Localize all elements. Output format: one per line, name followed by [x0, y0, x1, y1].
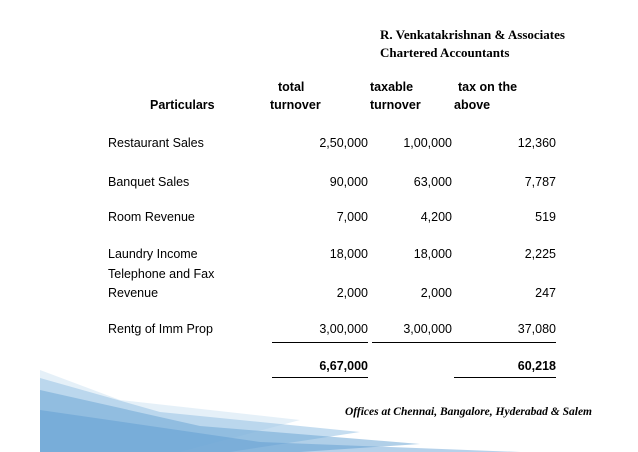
- row-tax: 37,080: [517, 322, 556, 336]
- header-particulars: Particulars: [150, 98, 215, 112]
- row-total: 2,000: [336, 286, 368, 300]
- row-taxable: 4,200: [420, 210, 452, 224]
- row-total: 7,000: [336, 210, 368, 224]
- firm-subtitle: Chartered Accountants: [380, 45, 510, 60]
- total-rule-tax: [454, 342, 556, 343]
- row-tax: 247: [535, 286, 556, 300]
- footer-offices: Offices at Chennai, Bangalore, Hyderabad & Salem: [344, 406, 592, 418]
- row-taxable: 2,000: [420, 286, 452, 300]
- row-label: Room Revenue: [108, 210, 195, 224]
- table-row: [0, 210, 638, 230]
- table-row: [0, 136, 638, 156]
- row-total: 2,50,000: [319, 136, 368, 150]
- row-total: 90,000: [329, 175, 368, 189]
- table-row: [0, 267, 638, 307]
- row-total: 3,00,000: [319, 322, 368, 336]
- header-taxable-line1: taxable: [370, 80, 414, 94]
- header-tax-above: [454, 78, 517, 114]
- row-label: Rentg of Imm Prop: [108, 322, 213, 336]
- row-total: 18,000: [329, 247, 368, 261]
- row-label-line1: Telephone and Fax: [108, 267, 215, 281]
- row-label: Laundry Income: [108, 247, 198, 261]
- total-underline-total: [272, 377, 368, 378]
- grand-total-turnover: 6,67,000: [319, 359, 368, 373]
- totals-row: [0, 359, 638, 379]
- table-row: [0, 322, 638, 342]
- row-label-line2: Revenue: [108, 286, 159, 300]
- total-rule-taxable: [372, 342, 454, 343]
- header-total-line2: turnover: [270, 98, 321, 112]
- row-taxable: 63,000: [413, 175, 452, 189]
- table-row: [0, 247, 638, 267]
- row-taxable: 18,000: [413, 247, 452, 261]
- row-label: Restaurant Sales: [108, 136, 204, 150]
- row-tax: 519: [535, 210, 556, 224]
- grand-total-tax: 60,218: [517, 359, 556, 373]
- header-taxable-line2: turnover: [370, 98, 421, 112]
- row-taxable: 3,00,000: [403, 322, 452, 336]
- row-label: Banquet Sales: [108, 175, 190, 189]
- row-tax: 7,787: [524, 175, 556, 189]
- header-taxable-turnover: [370, 78, 421, 114]
- total-rule-total: [272, 342, 368, 343]
- table-row: [0, 175, 638, 195]
- row-tax: 12,360: [517, 136, 556, 150]
- header-total-turnover: [270, 78, 321, 114]
- total-underline-tax: [454, 377, 556, 378]
- header-tax-line1: tax on the: [458, 80, 518, 94]
- header-tax-line2: above: [454, 98, 491, 112]
- row-tax: 2,225: [524, 247, 556, 261]
- firm-name: R. Venkatakrishnan & Associates: [380, 27, 565, 42]
- header-total-line1: total: [278, 80, 305, 94]
- row-taxable: 1,00,000: [403, 136, 452, 150]
- firm-heading: [380, 26, 565, 62]
